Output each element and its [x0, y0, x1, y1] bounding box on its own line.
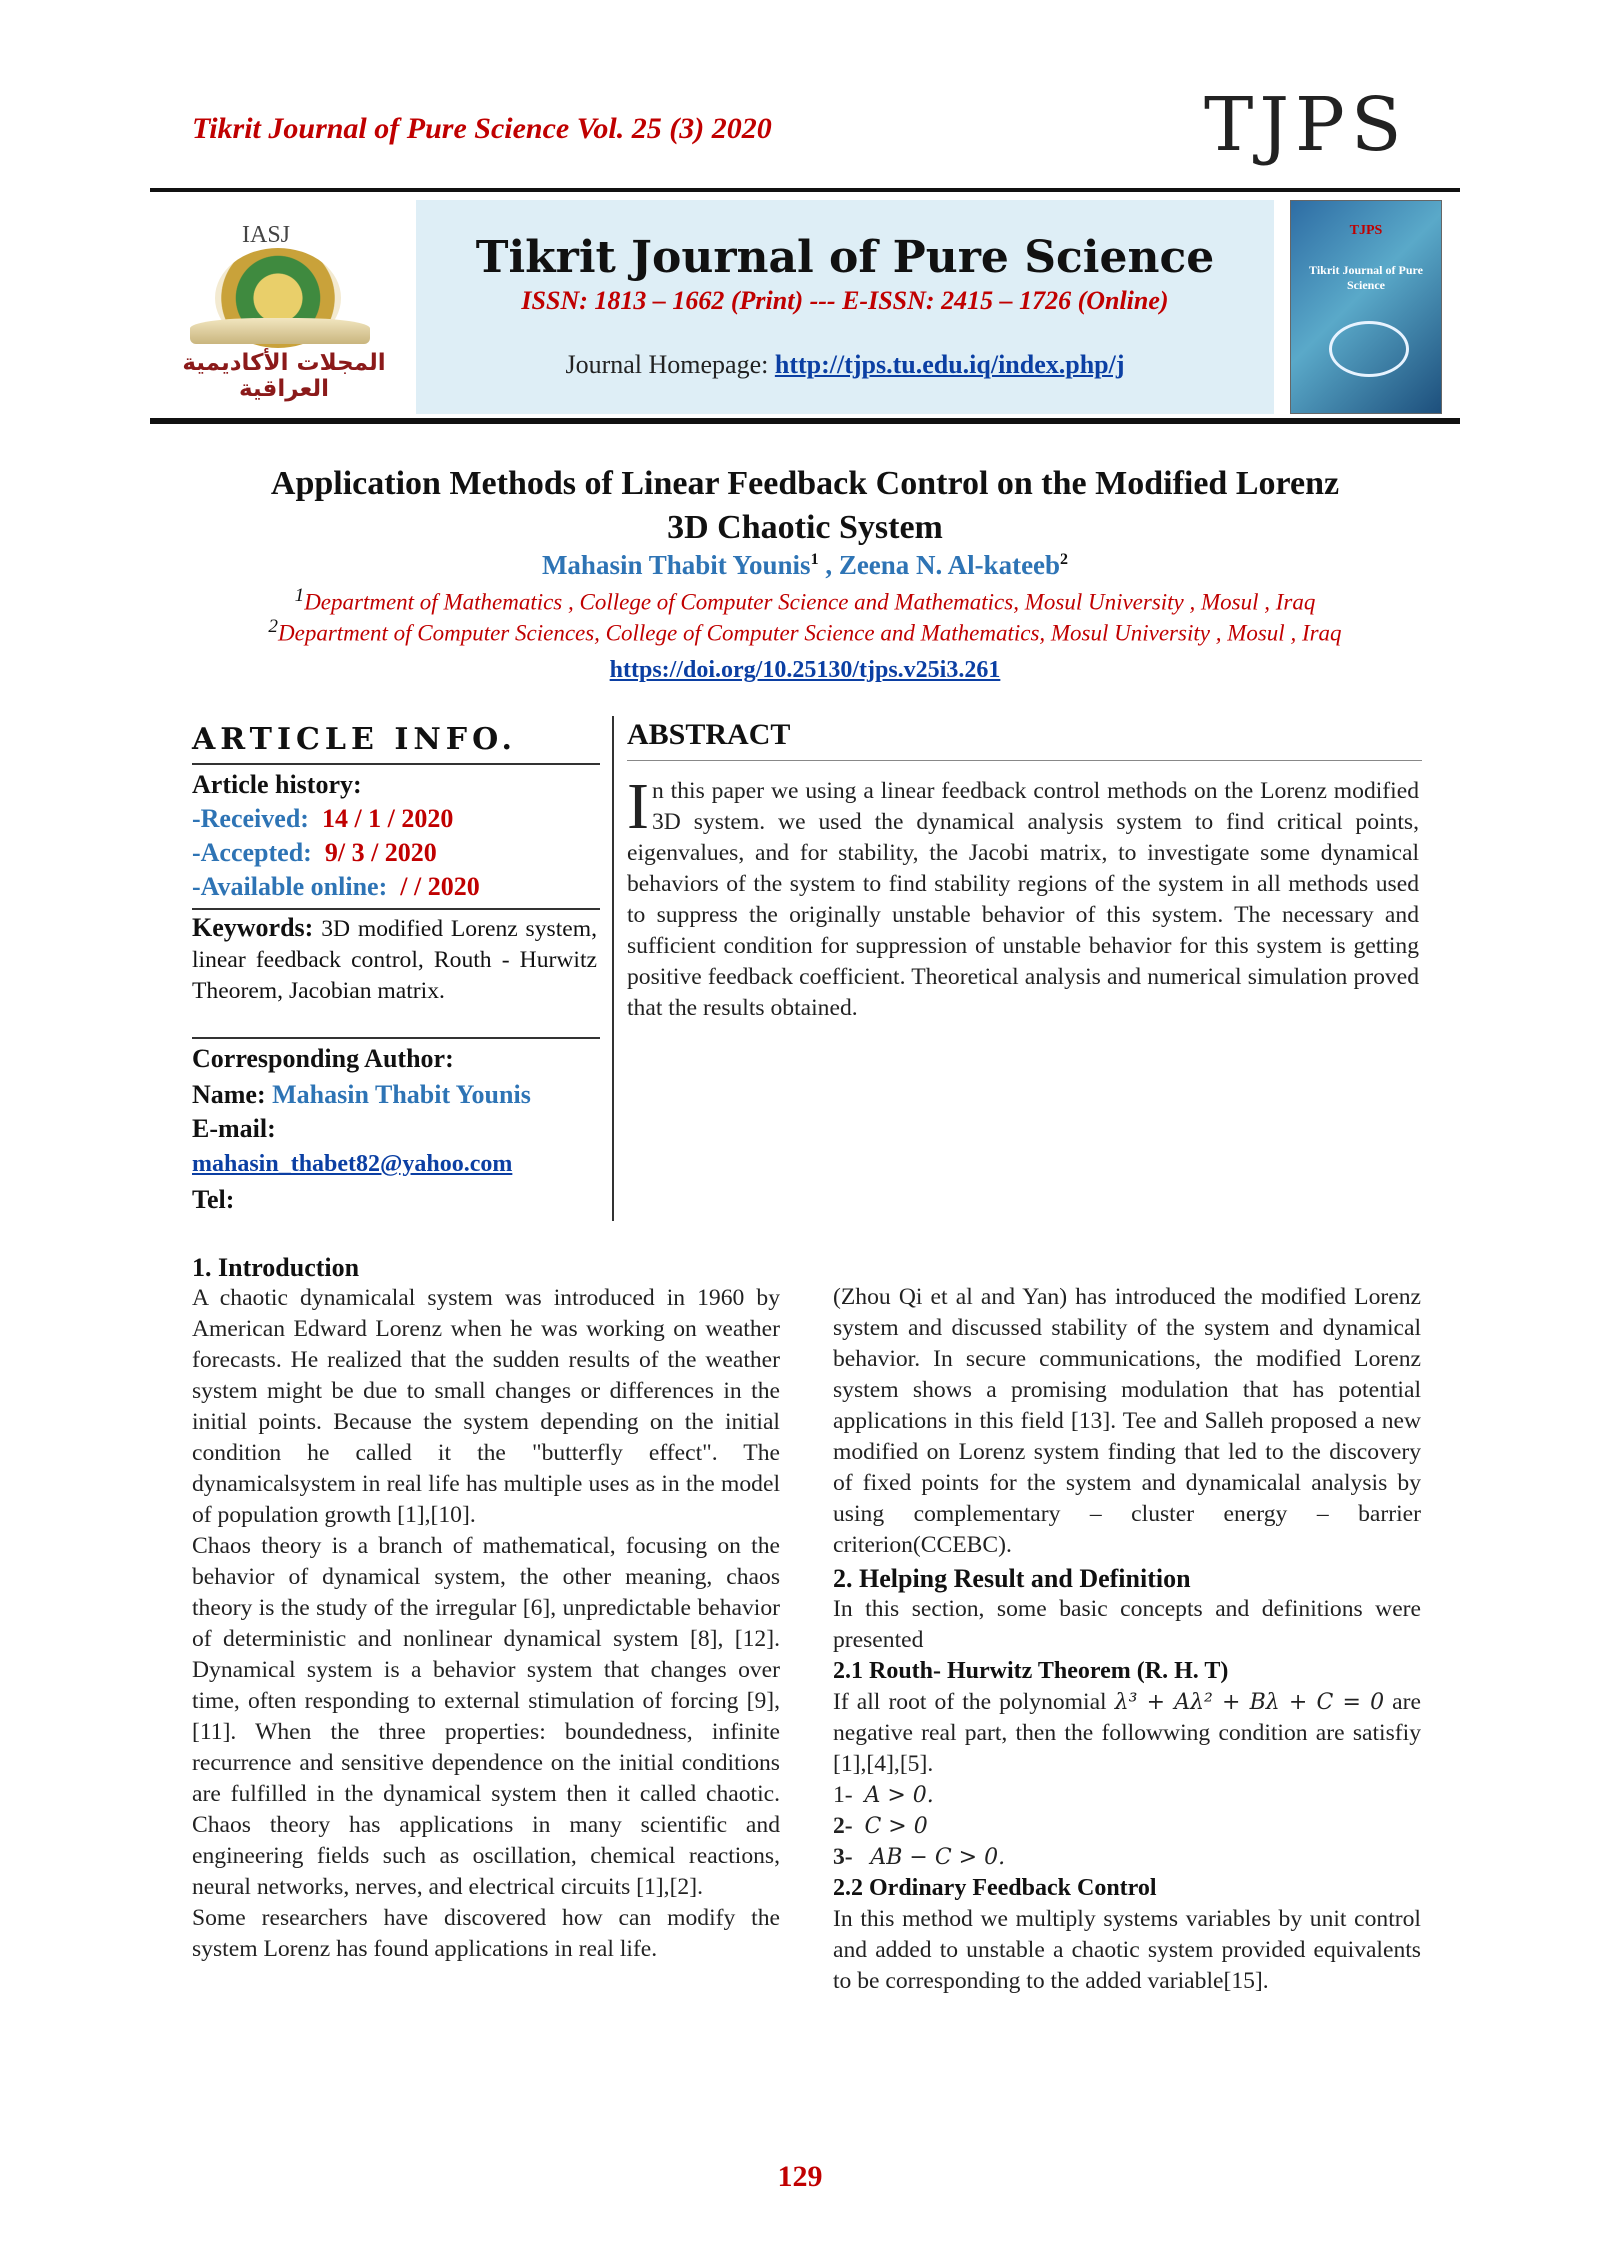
received-label: -Received: — [192, 804, 309, 833]
cover-emblem-icon — [1329, 321, 1409, 377]
journal-cover-thumbnail — [1290, 200, 1442, 414]
intro-paragraph-1: A chaotic dynamicalal system was introduced in 1960 by American Edward Lorenz when he was working on weather forecasts. He realized that the sudden results of the weather system might be due to small changes or differences in the initial points. Because the system depending on the initial condition he called it the "butterfly effect". The dynamicalsystem in real life has multiple uses as in the model of population growth [1],[10]. — [192, 1285, 780, 1528]
running-journal-header: Tikrit Journal of Pure Science Vol. 25 (3) 2020 — [192, 112, 772, 145]
affiliation-1-text: Department of Mathematics , College of Computer Science and Mathematics, Mosul University , Mosul , Iraq — [304, 589, 1316, 615]
condition-2-number: 2- — [833, 1813, 853, 1839]
routh-hurwitz-statement — [833, 1687, 1421, 1780]
author-2: Zeena N. Al-kateeb — [838, 550, 1061, 580]
paper-title-line1: Application Methods of Linear Feedback Control on the Modified Lorenz — [270, 465, 1340, 502]
paper-title — [160, 462, 1450, 550]
article-info-rule-3 — [192, 1037, 600, 1039]
intro-paragraph-3: Some researchers have discovered how can modify the system Lorenz has found applications in real life. — [192, 1905, 780, 1962]
iasj-logo-text: IASJ — [242, 222, 291, 248]
section-2-1-heading: 2.1 Routh- Hurwitz Theorem (R. H. T) — [833, 1658, 1229, 1684]
article-info-rule-2 — [192, 908, 600, 910]
received-date: 14 / 1 / 2020 — [321, 804, 454, 833]
feedback-control-paragraph: In this method we multiply systems variables by unit control and added to unstable a chaotic system provided equivalents to be corresponding to the added variable[15]. — [833, 1906, 1421, 1994]
condition-1 — [833, 1780, 1421, 1811]
doi-link[interactable]: https://doi.org/10.25130/tjps.v25i3.261 — [609, 657, 1001, 683]
corresponding-author — [192, 1042, 597, 1217]
condition-1-expr: A > 0. — [864, 1783, 934, 1808]
author-separator: , — [818, 550, 839, 580]
homepage-label: Journal Homepage: — [565, 350, 775, 379]
header-rule-top — [150, 188, 1460, 192]
affiliation-2-text: Department of Computer Sciences, College of Computer Science and Mathematics, Mosul University , Mosul , Iraq — [278, 620, 1342, 646]
abstract-heading: ABSTRACT — [627, 718, 791, 751]
accepted-label: -Accepted: — [192, 838, 312, 867]
history-label: Article history: — [192, 770, 362, 799]
journal-issn: ISSN: 1813 – 1662 (Print) --- E-ISSN: 2415 – 1726 (Online) — [521, 286, 1169, 315]
body-left-column — [192, 1250, 780, 1965]
iasj-logo — [160, 208, 410, 402]
column-divider — [612, 716, 614, 1221]
rh-text-start: If all root of the polynomial — [833, 1689, 1115, 1715]
open-book-icon — [190, 318, 370, 344]
rh-text-end: are negative real part, then the followwing condition are satisfiy [1],[4],[5]. — [833, 1689, 1421, 1777]
keywords-label: Keywords: — [192, 913, 314, 942]
condition-3-expr: AB − C > 0. — [870, 1845, 1006, 1870]
condition-1-number: 1- — [833, 1782, 853, 1808]
abstract-body: n this paper we using a linear feedback control methods on the Lorenz modified 3D system. we used the dynamical analysis system to find critical points, eigenvalues, and for stability, the Jacobi matrix, to investigate some dynamical behaviors of the system to find stability regions of the system in all methods used to suppress the originally unstable behavior of this system. The necessary and sufficient condition for suppression of unstable behavior for this system is getting positive feedback coefficient. Theoretical analysis and numerical simulation proved that the results obtained. — [627, 778, 1419, 1021]
email-label: E-mail: — [192, 1114, 276, 1143]
tel-label: Tel: — [192, 1185, 235, 1214]
journal-homepage — [416, 350, 1274, 380]
tjps-logo: TJPS — [1204, 82, 1408, 168]
name-label: Name: — [192, 1080, 266, 1109]
article-info-heading: ARTICLE INFO. — [192, 722, 517, 757]
abstract-text — [627, 770, 1419, 1024]
corresponding-label: Corresponding Author: — [192, 1044, 454, 1073]
author-1: Mahasin Thabit Younis — [541, 550, 811, 580]
section-1-heading: 1. Introduction — [192, 1253, 360, 1282]
affiliation-1 — [160, 585, 1450, 616]
affiliation-2 — [160, 616, 1450, 647]
affiliation-2-mark: 2 — [268, 616, 278, 637]
page-number: 129 — [777, 2160, 823, 2193]
section-2-2-heading: 2.2 Ordinary Feedback Control — [833, 1875, 1157, 1901]
author-email-link[interactable]: mahasin_thabet82@yahoo.com — [192, 1151, 513, 1177]
abstract-rule — [627, 760, 1422, 761]
author-list — [160, 550, 1450, 581]
cover-top-label: TJPS — [1349, 223, 1383, 238]
journal-name: Tikrit Journal of Pure Science — [475, 232, 1215, 283]
paper-title-line2: 3D Chaotic System — [667, 509, 943, 546]
body-right-column — [833, 1282, 1421, 1997]
keywords — [192, 912, 597, 1007]
characteristic-polynomial: λ³ + Aλ² + Bλ + C = 0 — [1114, 1690, 1385, 1715]
condition-3 — [833, 1842, 1421, 1873]
condition-3-number: 3- — [833, 1844, 853, 1870]
cover-title: Tikrit Journal of Pure Science — [1309, 263, 1423, 292]
abstract-dropcap: I — [627, 770, 649, 843]
online-date: / / 2020 — [400, 872, 480, 901]
intro-continued-paragraph: (Zhou Qi et al and Yan) has introduced the modified Lorenz system and discussed stability of the system and dynamical behavior. In secure communications, the modified Lorenz system shows a promising modulation that has potential applications in this field [13]. Tee and Salleh proposed a new modified on Lorenz system finding that led to the discovery of fixed points for the system and dynamicalal analysis by using complementary – cluster energy – barrier criterion(CCEBC). — [833, 1284, 1421, 1558]
homepage-link[interactable]: http://tjps.tu.edu.iq/index.php/j — [774, 350, 1125, 379]
accepted-date: 9/ 3 / 2020 — [324, 838, 437, 867]
iasj-arabic-name: المجلات الأكاديمية العراقية — [182, 350, 386, 402]
section-2-heading: 2. Helping Result and Definition — [833, 1564, 1191, 1593]
author-name: Mahasin Thabit Younis — [272, 1080, 531, 1109]
online-label: -Available online: — [192, 872, 388, 901]
section-2-intro: In this section, some basic concepts and definitions were presented — [833, 1596, 1421, 1653]
article-info-rule — [192, 763, 600, 765]
header-rule-bottom — [150, 418, 1460, 424]
doi — [160, 657, 1450, 684]
condition-2-expr: C > 0 — [864, 1814, 928, 1839]
keywords-value: 3D modified Lorenz system, linear feedback control, Routh - Hurwitz Theorem, Jacobian matrix. — [192, 916, 597, 1004]
article-history — [192, 768, 597, 904]
condition-2 — [833, 1811, 1421, 1842]
author-2-affil: 2 — [1060, 551, 1069, 568]
affiliation-1-mark: 1 — [294, 585, 305, 606]
intro-paragraph-2: Chaos theory is a branch of mathematical, focusing on the behavior of dynamical system, the other meaning, chaos theory is the study of the irregular [6], unpredictable behavior of deterministic and nonlinear dynamical system [8], [12]. Dynamical system is a behavior system that changes over time, often responding to external stimulation of forcing [9],[11]. When the three properties: boundedness, infinite recurrence and sensitive dependence on the initial conditions are fulfilled in the dynamical system then it called chaotic. Chaos theory has applications in many scientific and engineering fields such as oscillation, chemical reactions, neural networks, nerves, and electrical circuits [1],[2]. — [192, 1533, 780, 1900]
author-1-affil: 1 — [810, 551, 819, 568]
